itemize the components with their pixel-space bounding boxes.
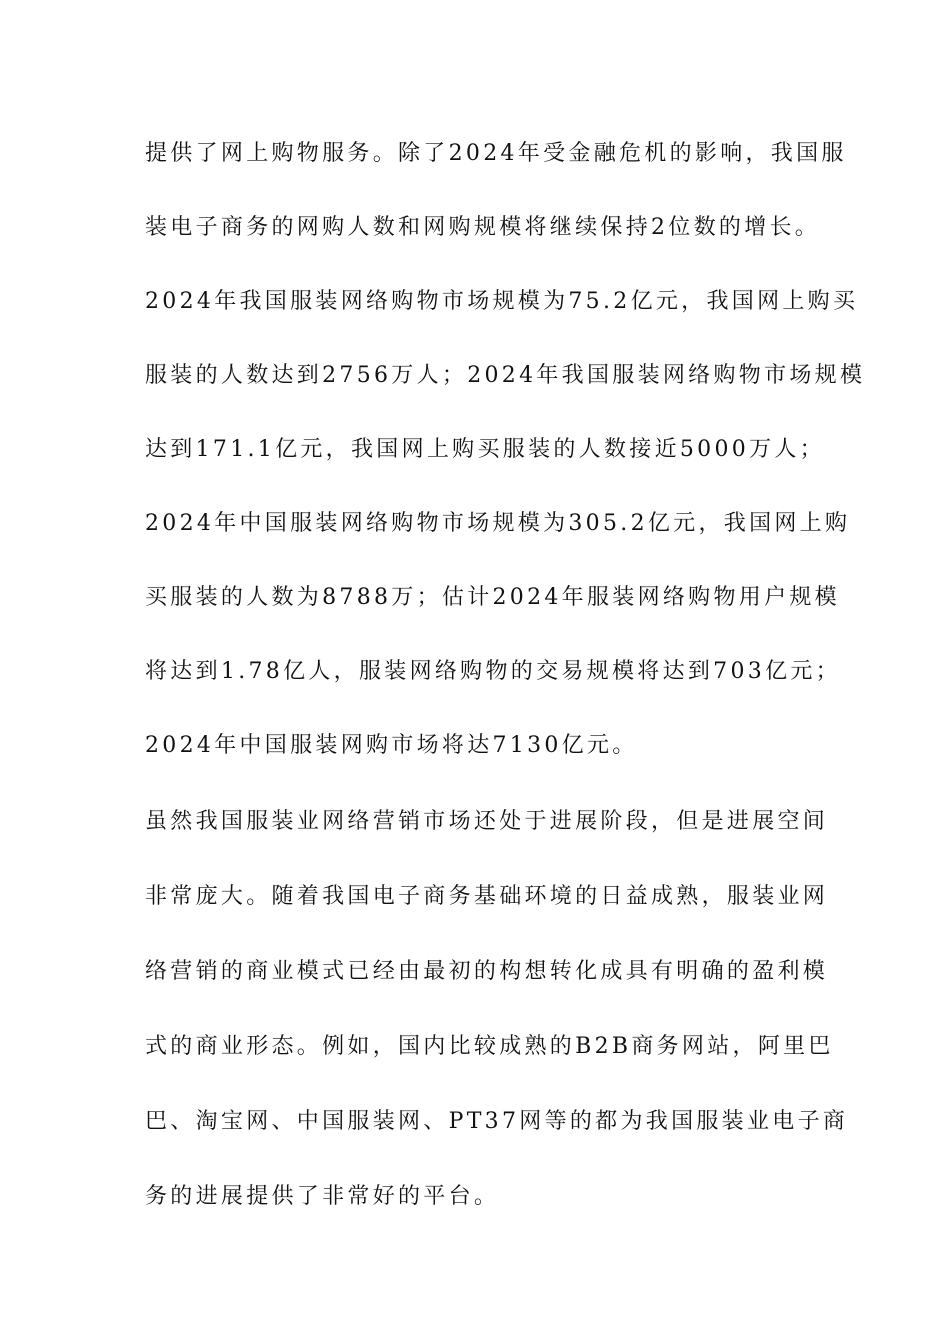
text-line: 巴、淘宝网、中国服装网、PT37网等的都为我国服装业电子商 [145,1109,849,1134]
text-line: 虽然我国服装业网络营销市场还处于进展阶段，但是进展空间 [145,809,829,834]
text-line: 2024年我国服装网络购物市场规模为75.2亿元，我国网上购买 [145,289,859,314]
text-line: 2024年中国服装网购市场将达7130亿元。 [145,733,638,758]
text-line: 提供了网上购物服务。除了2024年受金融危机的影响，我国服 [145,141,847,166]
text-line: 装电子商务的网购人数和网购规模将继续保持2位数的增长。 [145,215,821,240]
text-line: 2024年中国服装网络购物市场规模为305.2亿元，我国网上购 [145,511,851,536]
text-line: 络营销的商业模式已经由最初的构想转化成具有明确的盈利模 [145,959,829,984]
text-line: 式的商业形态。例如，国内比较成熟的B2B商务网站，阿里巴 [145,1034,834,1059]
text-line: 非常庞大。随着我国电子商务基础环境的日益成熟，服装业网 [145,884,829,909]
text-line: 务的进展提供了非常好的平台。 [145,1184,500,1209]
text-line: 服装的人数达到2756万人；2024年我国服装网络购物市场规模 [145,363,866,388]
text-line: 将达到1.78亿人，服装网络购物的交易规模将达到703亿元； [145,659,841,684]
text-line: 买服装的人数为8788万；估计2024年服装网络购物用户规模 [145,585,840,610]
text-line: 达到171.1亿元，我国网上购买服装的人数接近5000万人； [145,437,825,462]
